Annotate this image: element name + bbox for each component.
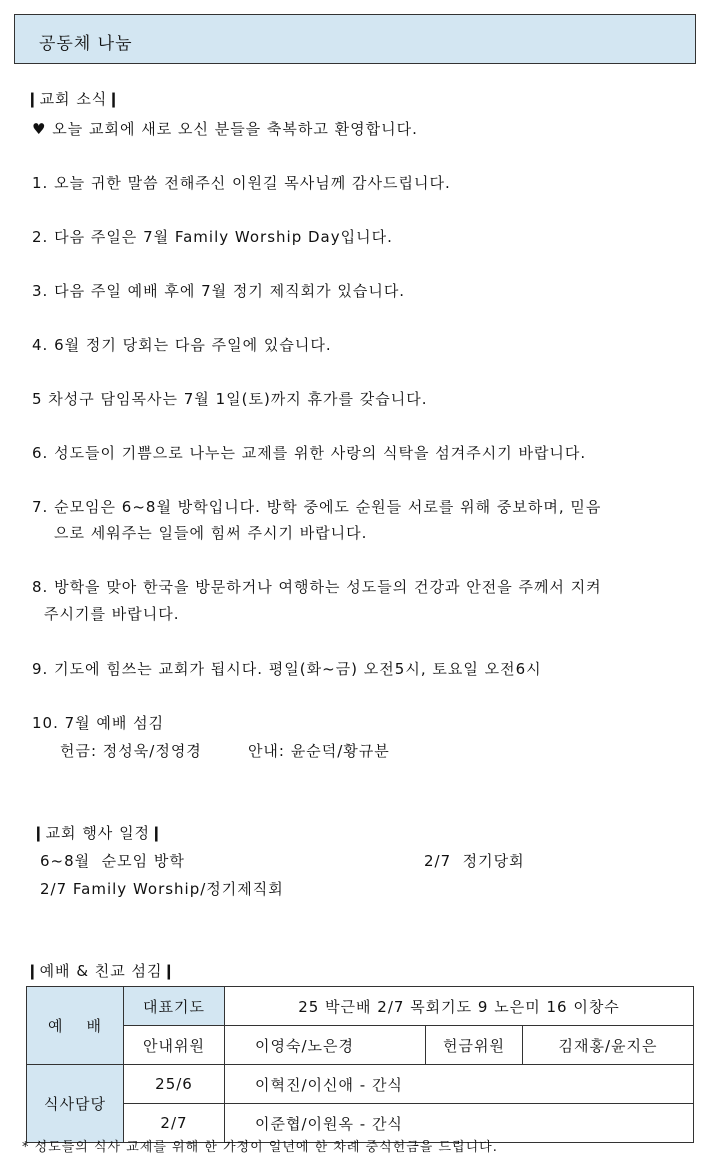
rep-prayer-value: 25 박근배 2/7 목회기도 9 노은미 16 이창수	[225, 987, 694, 1026]
duty-section-title: ❙예배 & 친교 섬김❙	[26, 962, 177, 980]
events-section-title: ❙교회 행사 일정❙	[32, 824, 164, 842]
table-row	[27, 1026, 694, 1065]
usher-label: 안내위원	[124, 1026, 225, 1065]
news-item-continued: 주시기를 바랍니다.	[44, 605, 180, 623]
meal-value: 이혁진/이신애 - 간식	[225, 1065, 694, 1104]
header-box	[14, 14, 696, 64]
news-item: 4. 6월 정기 당회는 다음 주일에 있습니다.	[32, 336, 332, 354]
news-item: 9. 기도에 힘쓰는 교회가 됩시다. 평일(화~금) 오전5시, 토요일 오전6시	[32, 660, 542, 678]
usher-value: 이영숙/노은경	[225, 1026, 426, 1065]
news-section-title: ❙교회 소식❙	[26, 90, 121, 108]
page-title: 공동체 나눔	[39, 34, 133, 54]
news-item: 2. 다음 주일은 7월 Family Worship Day입니다.	[32, 228, 393, 246]
news-item: 3. 다음 주일 예배 후에 7월 정기 제직회가 있습니다.	[32, 282, 406, 300]
offering-usher-line: 헌금: 정성욱/정영경 안내: 윤순덕/황규분	[60, 742, 390, 760]
event-item: 2/7 정기당회	[424, 852, 525, 870]
table-row	[27, 1065, 694, 1104]
meal-date: 25/6	[124, 1065, 225, 1104]
meal-value: 이준협/이원옥 - 간식	[225, 1104, 694, 1143]
welcome-line: ♥ 오늘 교회에 새로 오신 분들을 축복하고 환영합니다.	[32, 120, 418, 138]
event-item: 2/7 Family Worship/정기제직회	[40, 880, 284, 898]
news-item: 10. 7월 예배 섬김	[32, 714, 165, 732]
offering-label: 헌금위원	[426, 1026, 523, 1065]
offering-value: 김재홍/윤지은	[523, 1026, 694, 1065]
news-item: 8. 방학을 맞아 한국을 방문하거나 여행하는 성도들의 건강과 안전을 주께서 지켜	[32, 578, 602, 596]
event-item: 6~8월 순모임 방학	[40, 852, 185, 870]
worship-label: 예 배	[27, 987, 124, 1065]
news-item: 5 차성구 담임목사는 7월 1일(토)까지 휴가를 갖습니다.	[32, 390, 428, 408]
meal-label: 식사담당	[27, 1065, 124, 1143]
news-item: 1. 오늘 귀한 말씀 전해주신 이원길 목사님께 감사드립니다.	[32, 174, 451, 192]
table-row	[27, 987, 694, 1026]
footnote: * 성도들의 식사 교제를 위해 한 가정이 일년에 한 차례 중식헌금을 드립니다.	[22, 1140, 498, 1155]
meal-date: 2/7	[124, 1104, 225, 1143]
news-item: 6. 성도들이 기쁨으로 나누는 교제를 위한 사랑의 식탁을 섬겨주시기 바랍니다.	[32, 444, 587, 462]
duty-table	[26, 986, 694, 1143]
news-item-continued: 으로 세워주는 일들에 힘써 주시기 바랍니다.	[54, 524, 368, 542]
rep-prayer-label: 대표기도	[124, 987, 225, 1026]
news-item: 7. 순모임은 6~8월 방학입니다. 방학 중에도 순원들 서로를 위해 중보하며, 믿음	[32, 498, 602, 516]
